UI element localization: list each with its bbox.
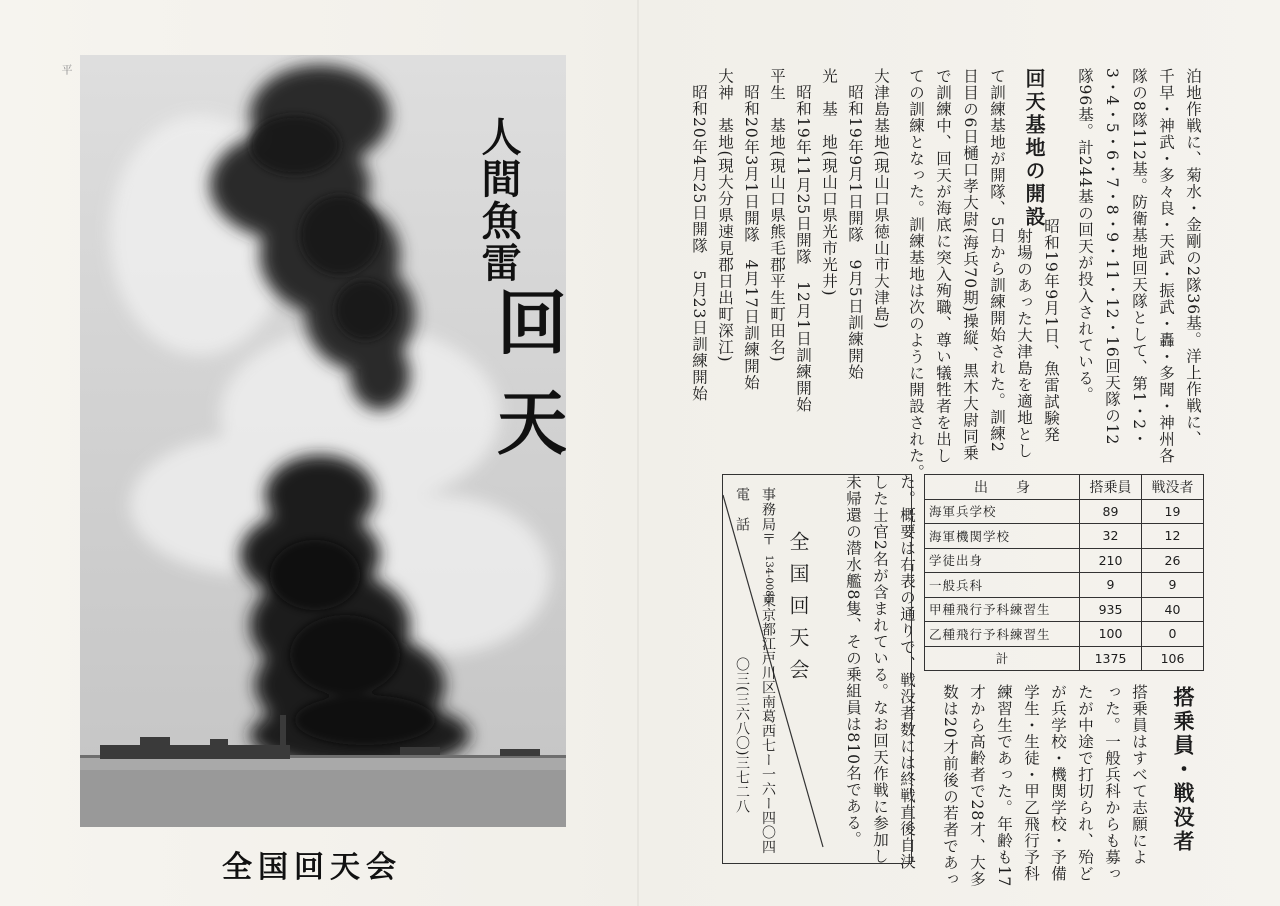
organization-footer: 全国回天会	[222, 850, 402, 885]
header-origin: 出 身	[925, 475, 1080, 500]
intro-column-4: 3・4・5・6・7・8・9・11・12・16回天隊の12	[1103, 68, 1121, 446]
intro-column-5: 隊96基。計244基の回天が投入されている。	[1076, 68, 1094, 403]
base-hirao-name: 平生 基地(現山口県熊毛郡平生町田名)	[768, 68, 786, 363]
table-total-row	[925, 646, 1204, 671]
crew-statistics-table	[924, 474, 1204, 671]
section2-column-5: 学生・生徒・甲乙飛行予科	[1022, 684, 1040, 882]
section2-column-6: 練習生であった。年齢も17	[995, 684, 1013, 888]
row-dead: 0	[1142, 622, 1204, 647]
center-fold	[637, 0, 639, 906]
section-heading-bases: 回天基地の開設	[1022, 68, 1046, 229]
header-crew: 搭乗員	[1080, 475, 1142, 500]
row-origin: 一般兵科	[925, 573, 1080, 598]
address-postal-code: 134-0085	[763, 555, 774, 603]
section2-cont-column-3: 未帰還の潜水艦8隻、その乗組員は810名である。	[844, 474, 862, 848]
row-dead: 9	[1142, 573, 1204, 598]
row-origin: 甲種飛行予科練習生	[925, 597, 1080, 622]
section1-column-6: ての訓練となった。訓練基地は次のように開設された。	[907, 68, 925, 481]
section-heading-crew: 搭乗員・戦没者	[1171, 686, 1195, 854]
row-crew: 100	[1080, 622, 1142, 647]
base-otsushima-name: 大津島基地(現山口県徳山市大津島)	[872, 68, 890, 330]
address-org-name: 全国回天会	[786, 531, 810, 691]
section2-column-1: 搭乗員はすべて志願によ	[1130, 684, 1148, 866]
total-crew: 1375	[1080, 646, 1142, 671]
total-dead: 106	[1142, 646, 1204, 671]
section1-column-5: で訓練中、回天が海底に突入殉職、尊い犠牲者を出し	[934, 68, 952, 464]
section1-column-4: 日目の6日樋口孝大尉(海兵70期)操縦、黒木大尉同乗	[961, 68, 979, 462]
row-crew: 210	[1080, 548, 1142, 573]
section2-cont-column-2: した士官2名が含まれている。なお回天作戦に参加し	[871, 474, 889, 865]
section2-cont-column-1: た。概要は右表の通りで、戦没者数には終戦直後自決	[898, 474, 916, 870]
base-hikari-dates: 昭和19年11月25日開隊 12月1日訓練開始	[794, 84, 812, 413]
section1-column-3: て訓練基地が開隊、5日から訓練開始された。訓練2	[988, 68, 1006, 453]
row-dead: 19	[1142, 499, 1204, 524]
address-street: 東京都江戸川区南葛西七ー一六ー四〇四	[760, 593, 776, 854]
table-row	[925, 548, 1204, 573]
table-header-row	[925, 475, 1204, 500]
table-row	[925, 573, 1204, 598]
row-dead: 12	[1142, 524, 1204, 549]
row-origin: 学徒出身	[925, 548, 1080, 573]
address-phone-number: 〇三(三六八〇)三七二八	[734, 657, 750, 814]
base-ogami-dates: 昭和20年4月25日開隊 5月23日訓練開始	[690, 84, 708, 402]
section2-column-2: った。一般兵科からも募っ	[1103, 684, 1121, 882]
table-row	[925, 622, 1204, 647]
section2-column-3: たが中途で打切られ、殆ど	[1076, 684, 1094, 882]
side-mark: 平	[60, 64, 73, 75]
intro-column-2: 千早・神武・多々良・天武・振武・轟・多聞・神州各	[1157, 68, 1175, 464]
row-crew: 935	[1080, 597, 1142, 622]
header-dead: 戦没者	[1142, 475, 1204, 500]
title-big: 回天	[485, 286, 569, 486]
total-label: 計	[925, 646, 1080, 671]
base-ogami-name: 大神 基地(現大分県速見郡日出町深江)	[716, 68, 734, 363]
row-origin: 海軍機関学校	[925, 524, 1080, 549]
row-crew: 32	[1080, 524, 1142, 549]
row-crew: 9	[1080, 573, 1142, 598]
base-hirao-dates: 昭和20年3月1日開隊 4月17日訓練開始	[742, 84, 760, 392]
section1-column-1: 昭和19年9月1日、魚雷試験発	[1042, 218, 1060, 443]
section1-column-2: 射場のあった大津島を適地とし	[1015, 228, 1033, 459]
section2-column-7: 才から高齢者で28才、大多	[968, 684, 986, 888]
address-phone-label: 電 話	[734, 487, 750, 532]
table-row	[925, 597, 1204, 622]
row-dead: 26	[1142, 548, 1204, 573]
row-origin: 海軍兵学校	[925, 499, 1080, 524]
intro-column-1: 泊地作戦に、菊水・金剛の2隊36基。洋上作戦に、	[1184, 68, 1202, 448]
section2-column-8: 数は20才前後の若者であっ	[941, 684, 959, 888]
address-office-label: 事務局〒	[760, 487, 776, 547]
row-origin: 乙種飛行予科練習生	[925, 622, 1080, 647]
row-dead: 40	[1142, 597, 1204, 622]
section2-column-4: が兵学校・機関学校・予備	[1049, 684, 1067, 882]
base-otsushima-dates: 昭和19年9月1日開隊 9月5日訓練開始	[846, 84, 864, 381]
intro-column-3: 隊の8隊112基。防衛基地回天隊として、第1・2・	[1130, 68, 1148, 447]
row-crew: 89	[1080, 499, 1142, 524]
base-hikari-name: 光 基 地(現山口県光市光井)	[820, 68, 838, 297]
table-row	[925, 499, 1204, 524]
contact-address-box	[722, 474, 912, 864]
title-small: 人間魚雷	[475, 116, 522, 284]
table-row	[925, 524, 1204, 549]
